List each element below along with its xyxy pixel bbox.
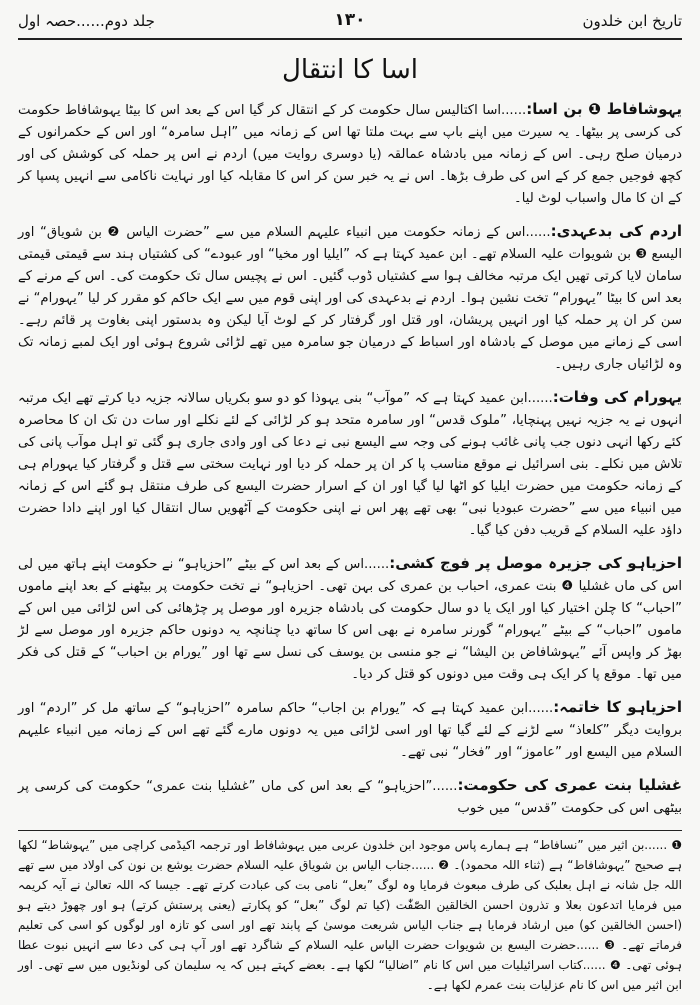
paragraph <box>18 552 682 686</box>
section-heading: احزیاہو کا خاتمہ: <box>553 698 682 716</box>
section-heading: غشلیا بنت عمری کی حکومت: <box>457 776 682 794</box>
page-number: ۱۳۰ <box>334 10 366 30</box>
paragraph-text: ......ابن عمید کہتا ہے کہ ”یورام بن اجاب“ حاکم سامرہ ”احزیاہو“ کے ساتھ مل کر ”اردم“ اور بروایت دیگر ”کلعاذ“ سے لڑنے کے لئے گیا تھا اور اسی لڑائی میں یہ دونوں مارے گئے تھے اس کے زمانہ میں انبیاء علیہم السلام میں الیسع اور ”عاموز“ اور ”فخار“ نبی تھے۔ <box>18 701 682 760</box>
volume-label: جلد دوم......حصہ اول <box>18 12 155 30</box>
paragraph <box>18 220 682 376</box>
footnote-divider <box>18 830 682 831</box>
section-heading: احزیاہو کی جزیرہ موصل پر فوج کشی: <box>389 554 682 572</box>
footnotes: ❶ ......بن اثیر میں ”نسافاط“ ہے ہمارے پاس موجود ابن خلدون عربی میں یہوشافاط اور ترجمہ اکیڈمی کراچی میں ”یہوشاط“ لکھا ہے صحیح ”یہوشافاط“ ہے (ثناء اللہ محمود)۔ ❷ ......جناب الیاس بن شویاق علیہ السلام حضرت یوشع بن نون کی اولاد میں سے تھے اللہ جل شانہ نے اہل بعلبک کی طرف مبعوث فرمایا وہ لوگ ”بعل“ نامی بت کی عبادت کرتے تھے۔ جیسا کہ اللہ تعالیٰ نے آیہ کریمہ میں فرمایا اتدعون بعلا و تذرون احسن الخالقین الصّٰفّٰت (کیا تم لوگ ”بعل“ کو پکارتے (یعنی پرستش کرتے) ہو اور چھوڑ دیتے ہو (احسن الخالقین کو) میں ارشاد فرمایا ہے جناب الیاس شریعت موسیٰ کے پابند تھے اور اسی کو تازہ اور لوگوں کو اسی کی تعلیم فرماتے تھے۔ ❸ ......حضرت الیسع بن شویوات حضرت الیاس علیہ السلام کے شاگرد تھے اور آپ ہی کی دعا سے انہیں نبوت عطا ہوئی تھی۔ ❹ ......کتاب اسرائیلیات میں اس کا نام ”اضالیا“ لکھا ہے۔ بعضے کہتے ہیں کہ یہ سلیمان کی لونڈیوں میں سے تھی۔ اور ابن اثیر میں اس کا نام عزلیات بنت عمرم لکھا ہے۔ <box>18 838 682 992</box>
paragraph-text: ......اسا اکتالیس سال حکومت کر کے انتقال کر گیا اس کے بعد اس کا بیٹا یہوشافاط حکومت کی کرسی پر بیٹھا۔ یہ سیرت میں اپنے باپ سے بہت ملتا تھا اس کے زمانہ میں ”اہل سامرہ“ اور اس کے حکمرانوں کے درمیان صلح رہی۔ اس کے زمانہ میں بادشاہ عمالقہ (یا دوسری روایت میں) اردم نے اس پر حملہ کی کوشش کی اور کچھ فوجیں جمع کر کے اس کی طرف بڑھا۔ اس نے یہ خبر سن کر اس کا مقابلہ کیا اور نہایت ناکامی سے انہیں پسپا کر کے ان کا مال واسباب لوٹ لیا۔ <box>18 103 682 206</box>
paragraph <box>18 774 682 820</box>
main-text <box>18 98 682 820</box>
chapter-title: اسا کا انتقال <box>281 55 419 85</box>
paragraph-text: ......”احزیاہو“ کے بعد اس کی ماں ”غشلیا بنت عمری“ حکومت کی کرسی پر بیٹھی اس کی حکومت ”قدس“ میں خوب <box>18 779 682 816</box>
running-header <box>18 6 682 40</box>
paragraph <box>18 98 682 210</box>
section-heading: اردم کی بدعہدی: <box>550 222 682 240</box>
paragraph <box>18 696 682 764</box>
paragraph <box>18 386 682 542</box>
section-heading: یہوشافاط ❶ بن اسا: <box>526 100 682 118</box>
paragraph-text: ......اس کے زمانہ حکومت میں انبیاء علیہم السلام میں سے ”حضرت الیاس ❷ بن شویاق“ اور الیسع ❸ بن شویوات علیہ السلام تھے۔ ابن عمید کہتا ہے کہ ”ایلیا اور مخیا“ اور عبودے“ کی کشتیاں ہند سے قیمتی قیمتی سامان لایا کرتی تھیں ایک مرتبہ مخالف ہوا سے کشتیاں ڈوب گئیں۔ اس نے پچیس سال تک حکومت کی۔ اس کے مرنے کے بعد اس کا بیٹا ”یہورام“ تخت نشین ہوا۔ اردم نے بدعہدی کی اور اپنی قوم میں سے ایک حاکم کو مقرر کر لیا ”یہورام“ نے سن کر ان پر حملہ کیا اور انہیں پریشان، اور قتل اور گرفتار کر کے لوٹ آیا لیکن وہ بدستور اپنی بغاوت پر قائم رہے۔ اسی کے زمانے میں موصل کے بادشاہ اور اسباط کے درمیان جو سامرہ میں تھے لڑائی شروع ہوئی اور ایک لمبے زمانہ تک وہ لڑائیاں جاری رہیں۔ <box>18 225 682 372</box>
paragraph-text: ......ابن عمید کہتا ہے کہ ”موآب“ بنی یہوذا کو دو سو بکریاں سالانہ جزیہ دیا کرتے تھے ایک مرتبہ انہوں نے یہ جزیہ نہیں پہنچایا، ”ملوک قدس“ اور سامرہ متحد ہو کر لڑائی کے لئے نکلے اور سات دن تک ان کا محاصرہ کئے رکھا انہی دنوں جب پانی غائب ہونے کی وجہ سے الیسع نبی نے دعا کی اور وادی جاری ہو گئی تو اہل موآب پانی کی تلاش میں نکلے۔ بنی اسرائیل نے موقع مناسب پا کر ان پر حملہ کر دیا اور نہایت سختی سے قتل و گرفتار کیا یہورام ہی کے زمانہ حکومت میں حضرت ایلیا کو اٹھا لیا گیا اور ان کے اسرار حضرت الیسع کی طرف منتقل ہو گئے اس کے زمانہ میں انبیاء میں سے ”حضرت عبودیا نبی“ بھی تھے پھر اس نے اپنی حکومت کے آٹھویں سال انتقال کیا اور اپنے دادا حضرت داؤد علیہ السلام کے قریب دفن کیا گیا۔ <box>18 391 682 538</box>
paragraph-text: ......اس کے بعد اس کے بیٹے ”احزیاہو“ نے حکومت اپنے ہاتھ میں لی اس کی ماں غشلیا ❹ بنت عمری، احباب بن عمری کی بہن تھی۔ احزیاہو“ نے تخت حکومت پر بیٹھنے کے بعد اپنے ماموں ”احباب“ کا چلن اختیار کیا اور ایک یا دو سال حکومت کی بادشاہ جزیرہ اور موصل پر چڑھائی کی اس لڑائی میں اس کے ماموں ”احباب“ کے بیٹے ”یہورام“ گورنر سامرہ نے بھی اس کا ساتھ دیا چنانچہ یہ دونوں حاکم جزیرہ اور موصل سے لڑ بھڑ کر واپس آئے ”یہوشافاض بن الیشا“ نے جو منسی بن یوسف کی نسل سے تھا اور ”یورام بن احباب“ کے قتل کی فکر میں تھا۔ موقع پا کر ایک ہی وقت میں دونوں کو قتل کر دیا۔ <box>18 557 682 682</box>
book-title: تاریخ ابن خلدون <box>582 12 682 30</box>
section-heading: یہورام کی وفات: <box>552 388 682 406</box>
